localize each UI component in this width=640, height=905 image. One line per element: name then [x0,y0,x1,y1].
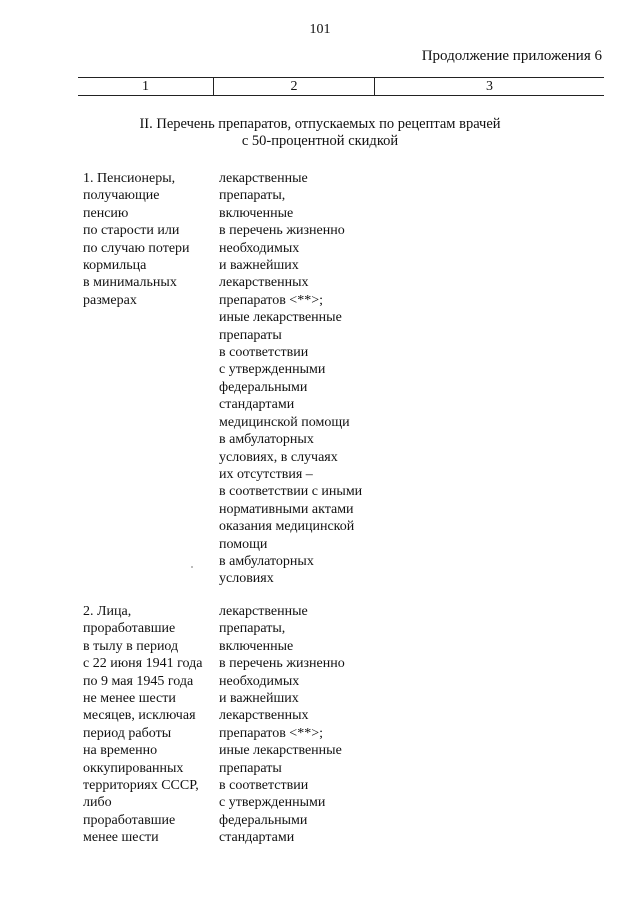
category-line: территориях СССР, [83,778,199,794]
drug-line: препаратов <**>; [219,292,323,308]
category-line: на временно [83,743,158,759]
category-line: по старости или [83,223,180,239]
drug-line: и важнейших [219,258,299,274]
drug-line: помощи [219,536,268,552]
drug-line: препаратов <**>; [219,725,323,741]
drug-line: стандартами [219,830,295,846]
column-number-2: 2 [213,78,374,95]
category-line: кормильца [83,258,147,274]
entry-pensioners [83,170,399,588]
drug-line: препараты [219,760,282,776]
category-line: 2. Лица, [83,604,132,619]
category-line: в минимальных [83,275,177,291]
drug-line: с утвержденными [219,362,326,378]
drug-line: и важнейших [219,691,299,707]
entry-home-front-workers [83,603,399,847]
category-line: с 22 июня 1941 года [83,656,203,672]
category-line: не менее шести [83,691,176,707]
drug-line: в соответствии с иными [219,484,363,500]
drug-line: лекарственных [219,708,309,724]
appendix-continuation-label: Продолжение приложения 6 [421,48,602,64]
category-line: месяцев, исключая [83,708,196,724]
drug-line: препараты, [219,188,286,204]
column-number-1: 1 [142,79,149,94]
category-line: 1. Пенсионеры, [83,171,176,186]
drug-line: с утвержденными [219,795,326,811]
drug-line: лекарственные [219,604,308,619]
section-title-line: II. Перечень препаратов, отпускаемых по рецептам врачей [139,116,501,132]
drug-line: оказания медицинской [219,519,355,535]
drug-line: препараты, [219,621,286,637]
column-number-3: 3 [374,78,604,95]
category-line: проработавшие [83,621,176,637]
entry-drugs [219,603,399,847]
drug-line: медицинской помощи [219,414,350,430]
drug-line: федеральными [219,812,308,828]
drug-line: препараты [219,327,282,343]
page-number: 101 [309,22,331,37]
drug-line: нормативными актами [219,501,354,517]
category-line: размерах [83,292,137,308]
drug-line: условиях, в случаях [219,449,338,465]
drug-line: в соответствии [219,778,309,794]
drug-line: иные лекарственные [219,310,342,326]
entry-drugs [219,170,399,588]
drug-line: включенные [219,638,294,654]
category-line: проработавшие [83,812,176,828]
category-line: в тылу в период [83,638,179,654]
category-line: оккупированных [83,760,184,776]
drug-line: необходимых [219,240,300,256]
drug-line: в амбулаторных [219,553,314,569]
drug-line: в перечень жизненно [219,223,345,239]
category-line: получающие [83,188,160,204]
drug-line: в соответствии [219,345,309,361]
category-line: по 9 мая 1945 года [83,673,194,689]
drug-line: лекарственные [219,171,308,186]
drug-line: стандартами [219,397,295,413]
section-title [0,116,640,150]
drug-line: в амбулаторных [219,432,314,448]
section-title-line: с 50-процентной скидкой [241,133,399,149]
category-line: период работы [83,725,172,741]
entry-category [83,603,219,847]
entry-category [83,170,219,588]
drug-line: лекарственных [219,275,309,291]
category-line: по случаю потери [83,240,190,256]
category-line: пенсию [83,205,129,221]
drug-line: включенные [219,205,294,221]
scan-speck [191,566,193,568]
drug-line: условиях [219,571,274,587]
drug-line: необходимых [219,673,300,689]
drug-line: иные лекарственные [219,743,342,759]
category-line: либо [83,795,112,811]
drug-line: в перечень жизненно [219,656,345,672]
drug-line: их отсутствия – [219,466,313,482]
drug-line: федеральными [219,379,308,395]
category-line: менее шести [83,830,159,846]
column-number-row [78,77,604,96]
